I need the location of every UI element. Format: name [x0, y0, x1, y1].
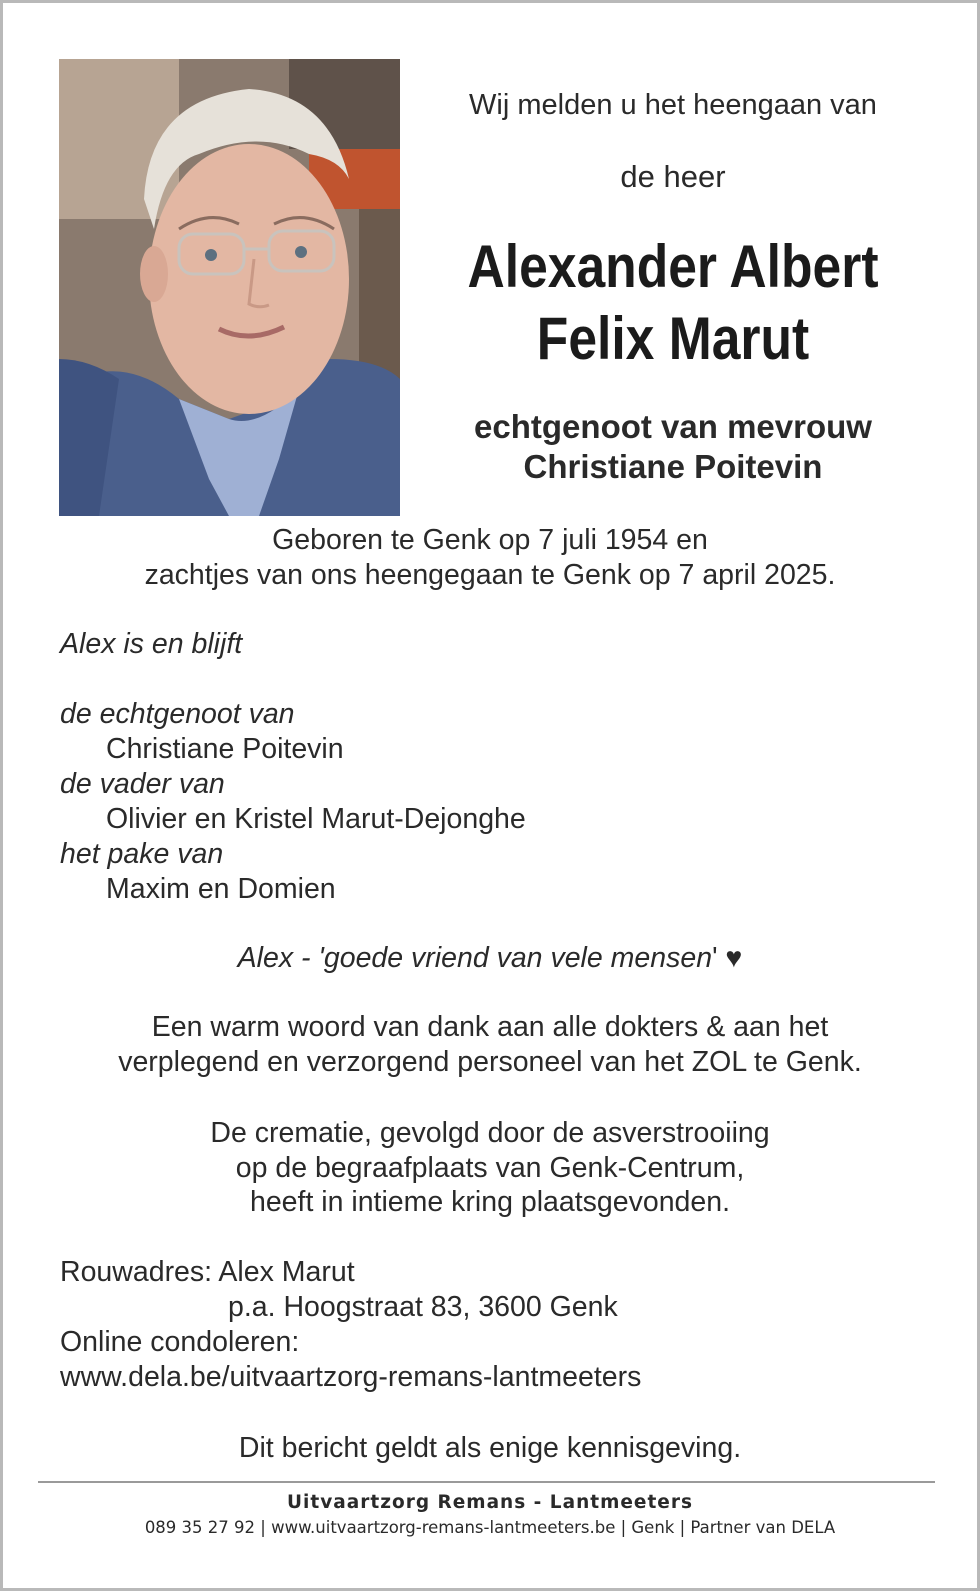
intro-text: Wij melden u het heengaan van: [469, 89, 877, 121]
thanks-text: [3, 1010, 977, 1079]
address: p.a. Hoogstraat 83, 3600 Genk: [228, 1291, 618, 1323]
condolence-label: Online condoleren:: [60, 1326, 300, 1358]
cremation-line1: De crematie, gevolgd door de asverstrooiing: [210, 1117, 770, 1149]
relation-names: Christiane Poitevin: [106, 733, 344, 765]
family-intro: Alex is en blijft: [60, 628, 243, 660]
spouse-heading-line2: Christiane Poitevin: [523, 448, 823, 485]
relation-names: Maxim en Domien: [106, 873, 336, 905]
thanks-line1: Een warm woord van dank aan alle dokters & aan het: [151, 1011, 829, 1043]
cremation-line3: heeft in intieme kring plaatsgevonden.: [249, 1186, 731, 1218]
notice-text: Dit bericht geldt als enige kennisgeving.: [238, 1432, 742, 1464]
deceased-name: [441, 231, 905, 375]
relation-names: Olivier en Kristel Marut-Dejonghe: [106, 803, 526, 835]
footer-divider: [38, 1481, 935, 1483]
thanks-line2: verplegend en verzorgend personeel van het ZOL te Genk.: [118, 1045, 862, 1078]
quote: [3, 941, 977, 976]
death-line: zachtjes van ons heengegaan te Genk op 7 april 2025.: [144, 558, 836, 591]
relation-role: de vader van: [60, 768, 225, 800]
contact-block: [60, 1255, 641, 1395]
spouse-heading-line1: echtgenoot van mevrouw: [474, 408, 872, 445]
relation-role: de echtgenoot van: [60, 698, 295, 730]
honorific: de heer: [620, 159, 726, 194]
cremation-text: [3, 1116, 977, 1220]
address-label: Rouwadres: Alex Marut: [60, 1256, 355, 1288]
quote-text: goede vriend van vele mensen: [323, 942, 713, 974]
cremation-line2: op de begraafplaats van Genk-Centrum,: [235, 1151, 745, 1184]
relation-role: het pake van: [60, 838, 224, 870]
portrait-photo: [59, 59, 400, 516]
condolence-link[interactable]: www.dela.be/uitvaartzorg-remans-lantmeeters: [60, 1361, 642, 1393]
funeral-home-name: Uitvaartzorg Remans - Lantmeeters: [287, 1492, 693, 1513]
deceased-name-line1: Alexander Albert: [467, 233, 879, 300]
quote-prefix: Alex - ': [237, 942, 324, 974]
spouse-heading: [403, 407, 943, 487]
life-dates: [3, 523, 977, 592]
deceased-name-line2: Felix Marut: [536, 305, 810, 372]
family-list: [60, 697, 526, 907]
funeral-home-info: 089 35 27 92 | www.uitvaartzorg-remans-lantmeeters.be | Genk | Partner van DELA: [144, 1518, 836, 1537]
birth-line: Geboren te Genk op 7 juli 1954 en: [272, 524, 708, 556]
quote-suffix: ' ♥: [712, 942, 743, 974]
